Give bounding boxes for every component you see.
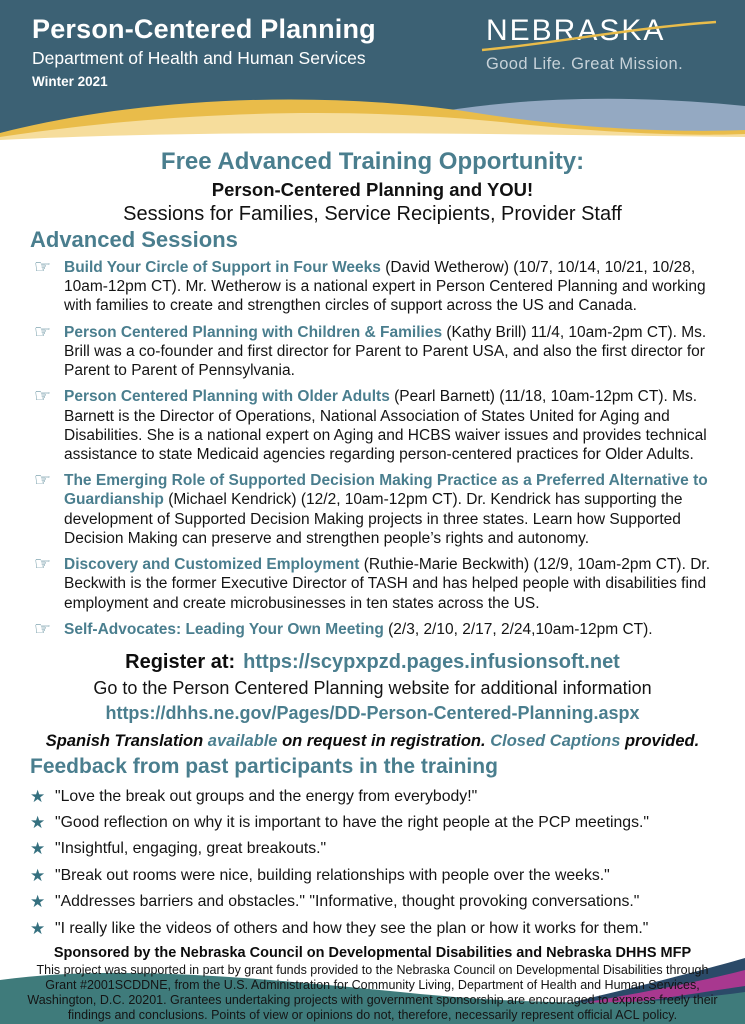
session-text <box>64 555 719 613</box>
session-details: (David Wetherow) (10/7, 10/14, 10/21, 10/28, 10am-12pm CT). Mr. Wetherow is a national expert in Person Centered Planning and working with families to create and strengthen circles of support across the US and Canada. <box>64 259 706 315</box>
quote-text: "Love the break out groups and the energy from everybody!" <box>55 787 478 805</box>
header-wave-graphic <box>0 88 745 140</box>
translation-available-highlight: available <box>207 731 278 750</box>
closed-captions-highlight: Closed Captions <box>490 731 621 750</box>
register-label: Register at: <box>125 650 236 673</box>
feedback-item <box>30 839 721 859</box>
training-opportunity-heading: Free Advanced Training Opportunity: <box>160 148 585 175</box>
sponsor-line: Sponsored by the Nebraska Council on Developmental Disabilities and Nebraska DHHS MFP <box>53 944 692 961</box>
session-text <box>64 323 719 381</box>
audience-line: Sessions for Families, Service Recipients, Provider Staff <box>123 203 622 225</box>
session-details: (Michael Kendrick) (12/2, 10am-12pm CT). Dr. Kendrick has supporting the development of Supported Decision Making projects in three states. Learn how Supported Decision Making can preserve and strengthen people’s rights and autonomy. <box>64 491 683 547</box>
session-item <box>34 387 719 464</box>
website-url-line <box>0 703 745 724</box>
page-title: Person-Centered Planning <box>32 14 376 44</box>
session-item <box>34 471 719 548</box>
session-text <box>64 620 653 641</box>
pointing-hand-icon: ☞ <box>34 257 52 278</box>
feedback-item <box>30 919 721 939</box>
logo-tagline: Good Life. Great Mission. <box>486 55 684 73</box>
pointing-hand-icon: ☞ <box>34 554 52 576</box>
logo-wordmark: NEBRASKA <box>486 14 666 47</box>
register-line <box>0 651 745 674</box>
header-banner <box>0 0 745 88</box>
star-icon: ★ <box>30 865 46 885</box>
pointing-hand-icon: ☞ <box>34 321 52 343</box>
website-info-line: Go to the Person Centered Planning website for additional information <box>93 677 652 698</box>
session-title: Person Centered Planning with Older Adults <box>64 388 390 406</box>
quote-text: "Break out rooms were nice, building relationships with people over the weeks." <box>55 866 610 884</box>
session-text <box>64 387 719 464</box>
session-details: (2/3, 2/10, 2/17, 2/24,10am-12pm CT). <box>383 620 653 638</box>
star-icon: ★ <box>30 918 46 938</box>
quote-text: "I really like the videos of others and how they see the plan or how it works for them." <box>55 919 649 937</box>
translation-text: provided. <box>620 731 700 750</box>
star-icon: ★ <box>30 892 46 912</box>
quote-text: "Insightful, engaging, great breakouts." <box>55 840 327 858</box>
quote-text: "Good reflection on why it is important to have the right people at the PCP meetings." <box>55 814 649 831</box>
pointing-hand-icon: ☞ <box>34 470 52 492</box>
feedback-item <box>30 866 721 886</box>
star-icon: ★ <box>30 786 46 806</box>
session-title: Self-Advocates: Leading Your Own Meeting <box>64 620 384 638</box>
season-label: Winter 2021 <box>32 74 108 89</box>
feedback-item <box>30 813 721 833</box>
session-item <box>34 620 719 641</box>
session-details: (Kathy Brill) 11/4, 10am-2pm CT). Ms. Brill was a co-founder and first director for Parent to Parent USA, and also the first director for Parent to Parent of Pennsylvania. <box>64 323 707 380</box>
translation-text: on request in registration. <box>277 731 491 750</box>
star-icon: ★ <box>30 839 46 859</box>
pointing-hand-icon: ☞ <box>34 386 52 408</box>
pointing-hand-icon: ☞ <box>34 618 52 640</box>
session-item <box>34 555 719 613</box>
session-title: Discovery and Customized Employment <box>64 556 360 574</box>
translation-text: Spanish Translation <box>45 731 208 750</box>
session-title: Person Centered Planning with Children & Families <box>64 323 443 341</box>
session-title: Build Your Circle of Support in Four Weeks <box>64 259 381 276</box>
session-details: (Pearl Barnett) (11/18, 10am-12pm CT). Ms. Barnett is the Director of Operations, National Association of States United for Aging and Disabilities. She is a national expert on Aging and HCBS waiver issues and provides technical assistance to state Medicaid agencies regarding person-centered practices for Older Adults. <box>64 388 707 463</box>
session-item <box>34 258 719 316</box>
pcp-website-url-link[interactable]: https://dhhs.ne.gov/Pages/DD-Person-Centered-Planning.aspx <box>105 702 640 723</box>
session-details: (Ruthie-Marie Beckwith) (12/9, 10am-2pm CT). Dr. Beckwith is the former Executive Director of TASH and has helped people with disabilities find employment and create microbusinesses in ten states across the US. <box>64 556 711 612</box>
feedback-item <box>30 787 721 807</box>
star-icon: ★ <box>30 813 46 832</box>
footer <box>0 945 745 1023</box>
feedback-heading: Feedback from past participants in the training <box>30 754 498 778</box>
disclaimer-text: This project was supported in part by grant funds provided to the Nebraska Council on Developmental Disabilities through Grant #2001SCDDNE, from the U.S. Administration for Community Living, Department of Health and Human Services, Washington, D.C. 20201. Grantees undertaking projects with government sponsorship are encouraged to express freely their findings and conclusions. Points of view or opinions do not, therefore, necessarily represent official ACL policy. <box>27 962 718 1022</box>
register-url-link[interactable]: https://scypxpzd.pages.infusionsoft.net <box>243 650 620 673</box>
pcp-and-you-subheading: Person-Centered Planning and YOU! <box>211 179 534 200</box>
session-text <box>64 258 719 316</box>
session-title: The Emerging Role of Supported Decision Making Practice as a Preferred Alternative to Guardianship <box>64 472 708 509</box>
session-text <box>64 471 719 548</box>
quote-text: "Addresses barriers and obstacles." "Informative, thought provoking conversations." <box>55 893 640 911</box>
header-text-block <box>32 10 376 89</box>
nebraska-logo <box>486 16 711 74</box>
session-item <box>34 323 719 381</box>
department-subtitle: Department of Health and Human Services <box>32 48 366 68</box>
translation-note <box>10 732 735 751</box>
feedback-item <box>30 892 721 912</box>
advanced-sessions-heading: Advanced Sessions <box>30 227 238 252</box>
